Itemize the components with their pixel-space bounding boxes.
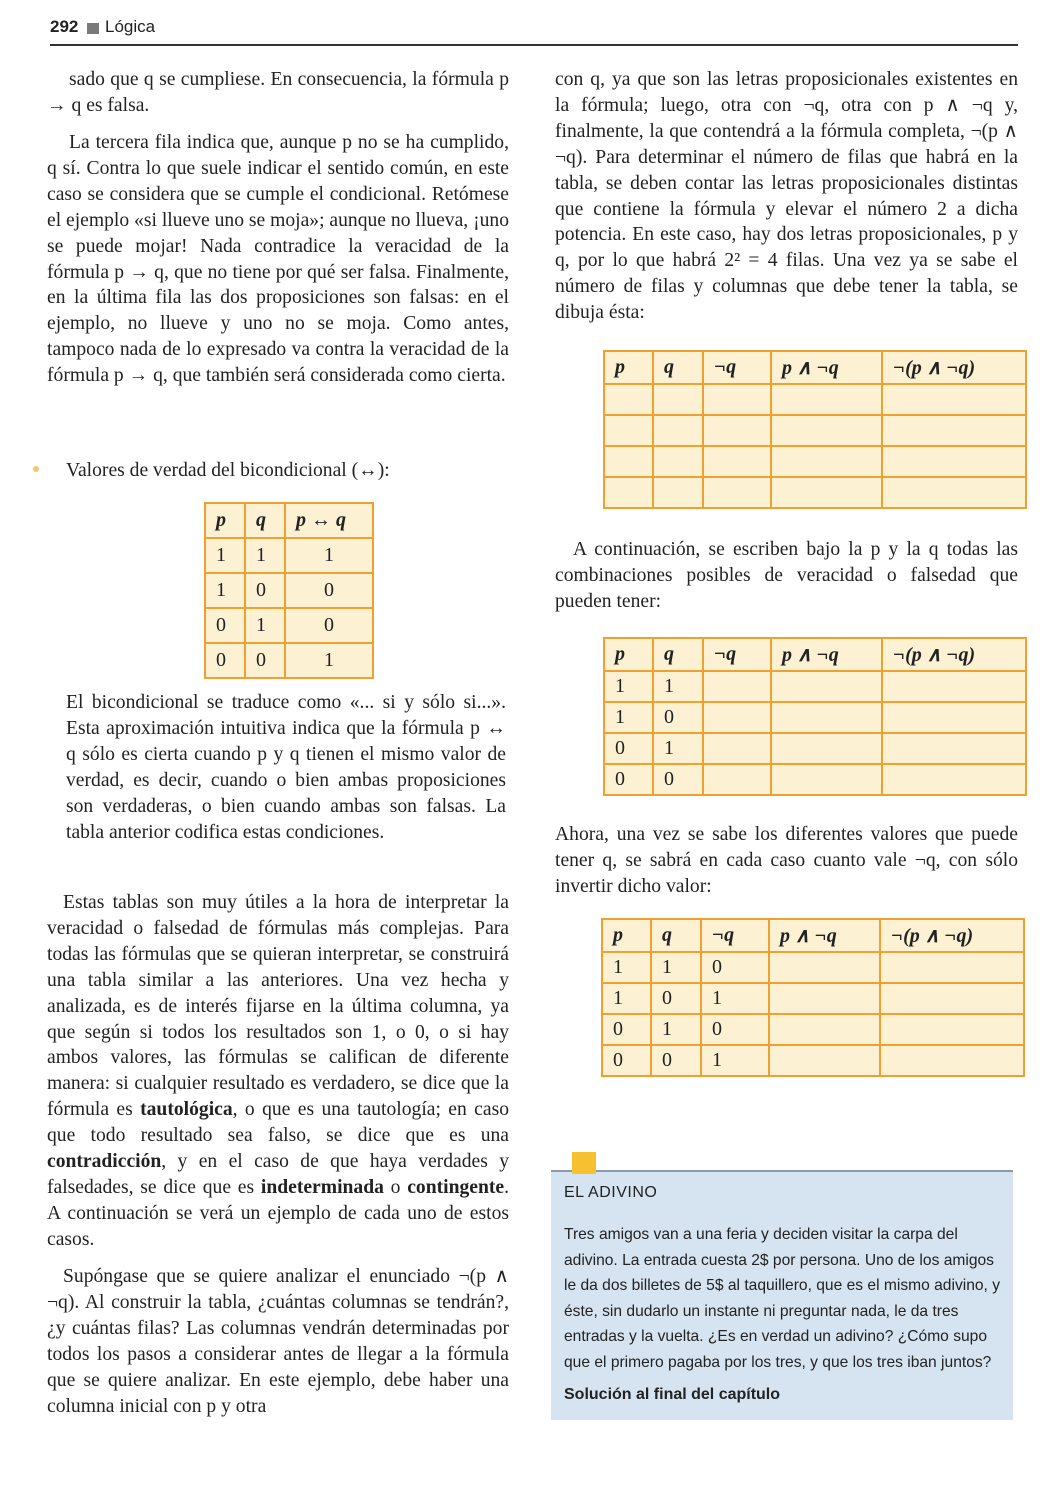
table-cell: 1 — [701, 1045, 769, 1076]
term-tautologica: tautológica — [140, 1099, 233, 1121]
term-contingente: contingente — [407, 1176, 505, 1198]
table-cell: 1 — [205, 538, 245, 573]
table-row — [602, 1014, 1024, 1045]
bicond-bullet-text: Valores de verdad del bicondicional (↔): — [66, 460, 390, 481]
table-cell — [771, 415, 882, 446]
table-cell — [771, 384, 882, 415]
left-paragraph-1: sado que q se cumpliese. En consecuencia, la fórmula p → q es falsa. — [47, 69, 509, 116]
table-cell: 0 — [285, 608, 373, 643]
table-cell: 1 — [653, 733, 703, 764]
table-cell: 0 — [604, 733, 653, 764]
text-run: , y en el caso de que haya verdades y falsedades, se dice que es — [47, 1151, 509, 1198]
table-header-cell: ¬(p ∧ ¬q) — [882, 351, 1026, 384]
table-cell: 0 — [205, 608, 245, 643]
text-run: Estas tablas son muy útiles a la hora de interpretar la veracidad o falsedad de fórmulas más complejas. Para todas las fórmulas que se quieran interpretar, se construirá una tabla similar a las anteriores. Una vez hecha y analizada, es de interés fijarse en la última columna, ya que según si todos los resultados son 1, o 0, o si hay ambos valores, las fórmulas se califican de diferente manera: si cualquier resultado es verdadero, se dice que la fórmula es — [47, 892, 509, 1121]
table-row — [205, 608, 373, 643]
table-cell — [769, 952, 880, 983]
table-cell — [703, 702, 771, 733]
table-header-cell: q — [653, 638, 703, 671]
table-row — [602, 1045, 1024, 1076]
right-paragraph-2: A continuación, se escriben bajo la p y la q todas las combinaciones posibles de veracidad o falsedad que pueden tener: — [555, 539, 1018, 612]
table-cell: 1 — [604, 671, 653, 702]
box-solution-note: Solución al final del capítulo — [564, 1386, 781, 1403]
table-cell: 0 — [285, 573, 373, 608]
bullet-icon — [33, 466, 39, 472]
table-cell — [882, 764, 1026, 795]
table-cell: 1 — [285, 538, 373, 573]
table-header-cell: p ↔ q — [285, 503, 373, 538]
truth-table-negq — [601, 918, 1025, 1077]
table-cell: 0 — [604, 764, 653, 795]
table-header-cell: q — [653, 351, 703, 384]
table-row — [604, 733, 1026, 764]
table-cell — [771, 477, 882, 508]
left-paragraph-5: Supóngase que se quiere analizar el enunciado ¬(p ∧ ¬q). Al construir la tabla, ¿cuántas columnas se tendrán?, ¿y cuántas filas? Las columnas vendrán determinadas por todos los pasos a considerar antes de llegar a la fórmula que se quiere analizar. En este ejemplo, debe haber una columna inicial con p y otra — [47, 1266, 509, 1417]
table-cell — [703, 671, 771, 702]
table-header-cell: ¬q — [703, 638, 771, 671]
table-cell: 1 — [653, 671, 703, 702]
table-cell: 0 — [205, 643, 245, 678]
table-cell: 0 — [651, 983, 701, 1014]
table-row — [604, 477, 1026, 508]
table-row — [205, 538, 373, 573]
table-cell — [604, 446, 653, 477]
table-cell: 1 — [245, 538, 285, 573]
table-cell — [880, 983, 1024, 1014]
table-cell: 0 — [245, 643, 285, 678]
table-cell — [771, 733, 882, 764]
table-header-cell: p — [604, 638, 653, 671]
table-cell — [653, 415, 703, 446]
table-header-cell: q — [651, 919, 701, 952]
table-cell — [604, 415, 653, 446]
truth-table-empty — [603, 350, 1027, 509]
table-cell: 0 — [651, 1045, 701, 1076]
table-cell — [771, 671, 882, 702]
table-cell: 0 — [701, 1014, 769, 1045]
table-cell — [703, 415, 771, 446]
table-cell: 1 — [602, 952, 651, 983]
table-row — [604, 671, 1026, 702]
table-cell — [653, 446, 703, 477]
term-indeterminada: indeterminada — [260, 1176, 384, 1198]
table-cell — [771, 702, 882, 733]
table-cell — [653, 384, 703, 415]
text-run: , o que es una tautología; en caso que todo resultado sea falso, se dice que es una — [47, 1099, 509, 1147]
table-cell — [769, 983, 880, 1014]
section-title: Lógica — [105, 17, 156, 36]
table-cell — [880, 952, 1024, 983]
table-cell — [604, 477, 653, 508]
table-cell: 0 — [653, 764, 703, 795]
left-paragraph-2: La tercera fila indica que, aunque p no se ha cumplido, q sí. Contra lo que suele indicar el sentido común, en este caso se considera que se cumple el condicional. Retómese el ejemplo «si llueve uno se moja»; aunque no llueva, ¡uno se puede mojar! Nada contradice la veracidad de la fórmula p → q, que no tiene por qué ser falsa. Finalmente, en la última fila las dos proposiciones son falsas: en el ejemplo, no llueve y uno no se moja. Como antes, tampoco nada de lo expresado va contra la veracidad de la fórmula p → q, que también será considerada como cierta. — [47, 132, 509, 387]
text-run: o — [383, 1176, 408, 1198]
table-cell: 0 — [701, 952, 769, 983]
right-paragraph-1: con q, ya que son las letras proposicionales existentes en la fórmula; luego, otra con ¬q, otra con p ∧ ¬q y, finalmente, la que contendrá a la fórmula completa, ¬(p ∧ ¬q). Para determinar el número de filas que habrá en la tabla, se deben contar las letras proposicionales distintas que contiene la fórmula y elevar el número 2 a dicha potencia. En este caso, hay dos letras proposicionales, p y q, por lo que habrá 2² = 4 filas. Una vez ya se sabe el número de filas y columnas que debe tener la tabla, se dibuja ésta: — [555, 69, 1018, 324]
table-cell: 1 — [285, 643, 373, 678]
header-square-icon — [87, 23, 99, 34]
table-cell — [882, 702, 1026, 733]
table-header-cell: p ∧ ¬q — [769, 919, 880, 952]
table-header-cell: p ∧ ¬q — [771, 638, 882, 671]
text-run: . A continuación se verá un ejemplo de cada uno de estos casos. — [47, 1176, 510, 1250]
table-cell — [880, 1045, 1024, 1076]
table-cell — [703, 477, 771, 508]
right-paragraph-3: Ahora, una vez se sabe los diferentes valores que puede tener q, se sabrá en cada caso cuanto vale ¬q, con sólo invertir dicho valor: — [555, 824, 1018, 897]
table-cell — [882, 384, 1026, 415]
table-row — [602, 983, 1024, 1014]
table-cell — [769, 1014, 880, 1045]
table-row — [604, 446, 1026, 477]
table-cell — [653, 477, 703, 508]
table-cell — [880, 1014, 1024, 1045]
table-header-cell: p — [602, 919, 651, 952]
table-header-cell: p — [604, 351, 653, 384]
table-cell — [604, 384, 653, 415]
table-cell: 1 — [245, 608, 285, 643]
table-cell — [882, 671, 1026, 702]
table-cell — [882, 415, 1026, 446]
table-row — [602, 952, 1024, 983]
table-cell: 1 — [651, 1014, 701, 1045]
box-accent-square — [572, 1152, 596, 1174]
table-cell — [703, 733, 771, 764]
table-cell — [769, 1045, 880, 1076]
left-paragraph-3: El bicondicional se traduce como «... si y sólo si...». Esta aproximación intuitiva indica que la fórmula p ↔ q sólo es cierta cuando p y q tienen el mismo valor de verdad, es decir, cuando o bien ambas proposiciones son verdaderas, o bien cuando ambas son falsas. La tabla anterior codifica estas condiciones. — [66, 692, 506, 843]
table-row — [205, 643, 373, 678]
table-row — [604, 764, 1026, 795]
truth-table-pq — [603, 637, 1027, 796]
box-title: EL ADIVINO — [564, 1184, 658, 1201]
table-header-cell: ¬q — [701, 919, 769, 952]
table-cell: 1 — [651, 952, 701, 983]
table-cell — [882, 733, 1026, 764]
table-header-cell: ¬q — [703, 351, 771, 384]
left-paragraph-4 — [47, 890, 509, 1253]
page-header — [50, 14, 1018, 46]
box-body: Tres amigos van a una feria y deciden visitar la carpa del adivino. La entrada cuesta 2$ por persona. Uno de los amigos le da dos billetes de 5$ al taquillero, que es el mismo adivino, y éste, sin dudarlo un instante ni preguntar nada, le da tres entradas y la vuelta. ¿Es en verdad un adivino? ¿Cómo supo que el primero pagaba por los tres, y que los tres iban juntos? — [564, 1226, 1001, 1371]
table-cell — [882, 477, 1026, 508]
table-row — [205, 573, 373, 608]
table-cell: 0 — [653, 702, 703, 733]
table-cell — [771, 446, 882, 477]
table-cell: 0 — [602, 1045, 651, 1076]
table-cell: 1 — [602, 983, 651, 1014]
table-cell — [703, 764, 771, 795]
table-cell: 0 — [245, 573, 285, 608]
table-header-cell: p — [205, 503, 245, 538]
table-header-cell: ¬(p ∧ ¬q) — [882, 638, 1026, 671]
table-cell — [703, 384, 771, 415]
table-row — [604, 415, 1026, 446]
table-row — [604, 702, 1026, 733]
table-header-cell: ¬(p ∧ ¬q) — [880, 919, 1024, 952]
page-number: 292 — [50, 17, 79, 36]
table-cell — [882, 446, 1026, 477]
table-row — [604, 384, 1026, 415]
table-cell: 1 — [205, 573, 245, 608]
bicond-table — [204, 502, 374, 679]
term-contradiccion: contradicción — [47, 1151, 162, 1173]
table-cell: 1 — [701, 983, 769, 1014]
table-cell — [703, 446, 771, 477]
puzzle-box — [551, 1170, 1013, 1420]
table-header-cell: p ∧ ¬q — [771, 351, 882, 384]
table-header-cell: q — [245, 503, 285, 538]
table-cell — [771, 764, 882, 795]
table-cell: 1 — [604, 702, 653, 733]
table-cell: 0 — [602, 1014, 651, 1045]
